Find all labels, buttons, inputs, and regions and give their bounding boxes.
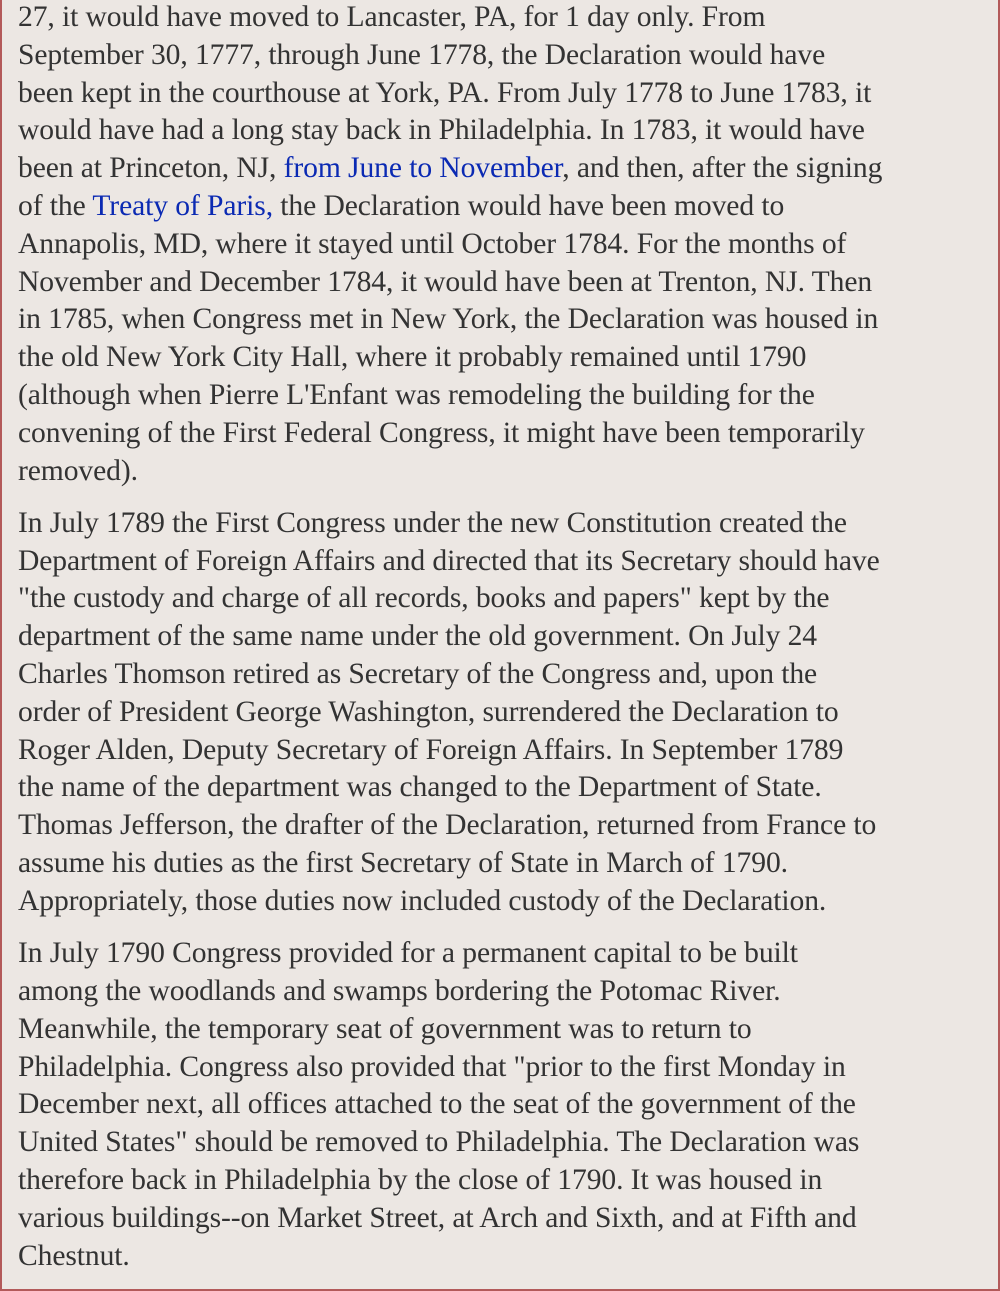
article-body xyxy=(18,0,993,1290)
paragraph-3: In July 1790 Congress provided for a permanent capital to be built among the woodlands and swamps bordering the Potomac River. Meanwhile, the temporary seat of government was to return to Philadelphia. Congress also provided that "prior to the first Monday in December next, all offices attached to the seat of the government of the United States" should be removed to Philadelphia. The Declaration was therefore back in Philadelphia by the close of 1790. It was housed in various buildings--on Market Street, at Arch and Sixth, and at Fifth and Chestnut. xyxy=(18,937,860,1272)
paragraph-1 xyxy=(18,0,993,490)
paragraph-1-text-c: the Declaration would have been moved to Annapolis, MD, where it stayed until October 1784. For the months of November and December 1784, it would have been at Trenton, NJ. Then in 1785, when Congress met in New York, the Declaration was housed in the old New York City Hall, where it probably remained until 1790 (although when Pierre L'Enfant was remodeling the building for the convening of the First Federal Congress, it might have been temporarily removed). xyxy=(18,189,879,487)
link-treaty-of-paris[interactable]: Treaty of Paris, xyxy=(92,189,273,222)
link-june-to-november[interactable]: from June to November xyxy=(283,152,563,185)
paragraph-1-text-a: 27, it would have moved to Lancaster, PA, for 1 day only. From September 30, 1777, through June 1778, the Declaration would have been kept in the courthouse at York, PA. From July 1778 to June 1783, it would have had a long stay back in Philadelphia. In 1783, it would have been at Princeton, NJ, xyxy=(18,1,872,185)
paragraph-2: In July 1789 the First Congress under the new Constitution created the Department of Foreign Affairs and directed that its Secretary should have "the custody and charge of all records, books and papers" kept by the department of the same name under the old government. On July 24 Charles Thomson retired as Secretary of the Congress and, upon the order of President George Washington, surrendered the Declaration to Roger Alden, Deputy Secretary of Foreign Affairs. In September 1789 the name of the department was changed to the Department of State. Thomas Jefferson, the drafter of the Declaration, returned from France to assume his duties as the first Secretary of State in March of 1790. Appropriately, those duties now included custody of the Declaration. xyxy=(18,506,880,917)
paragraph-1-text-b: , and then, after the signing of the xyxy=(18,152,883,222)
